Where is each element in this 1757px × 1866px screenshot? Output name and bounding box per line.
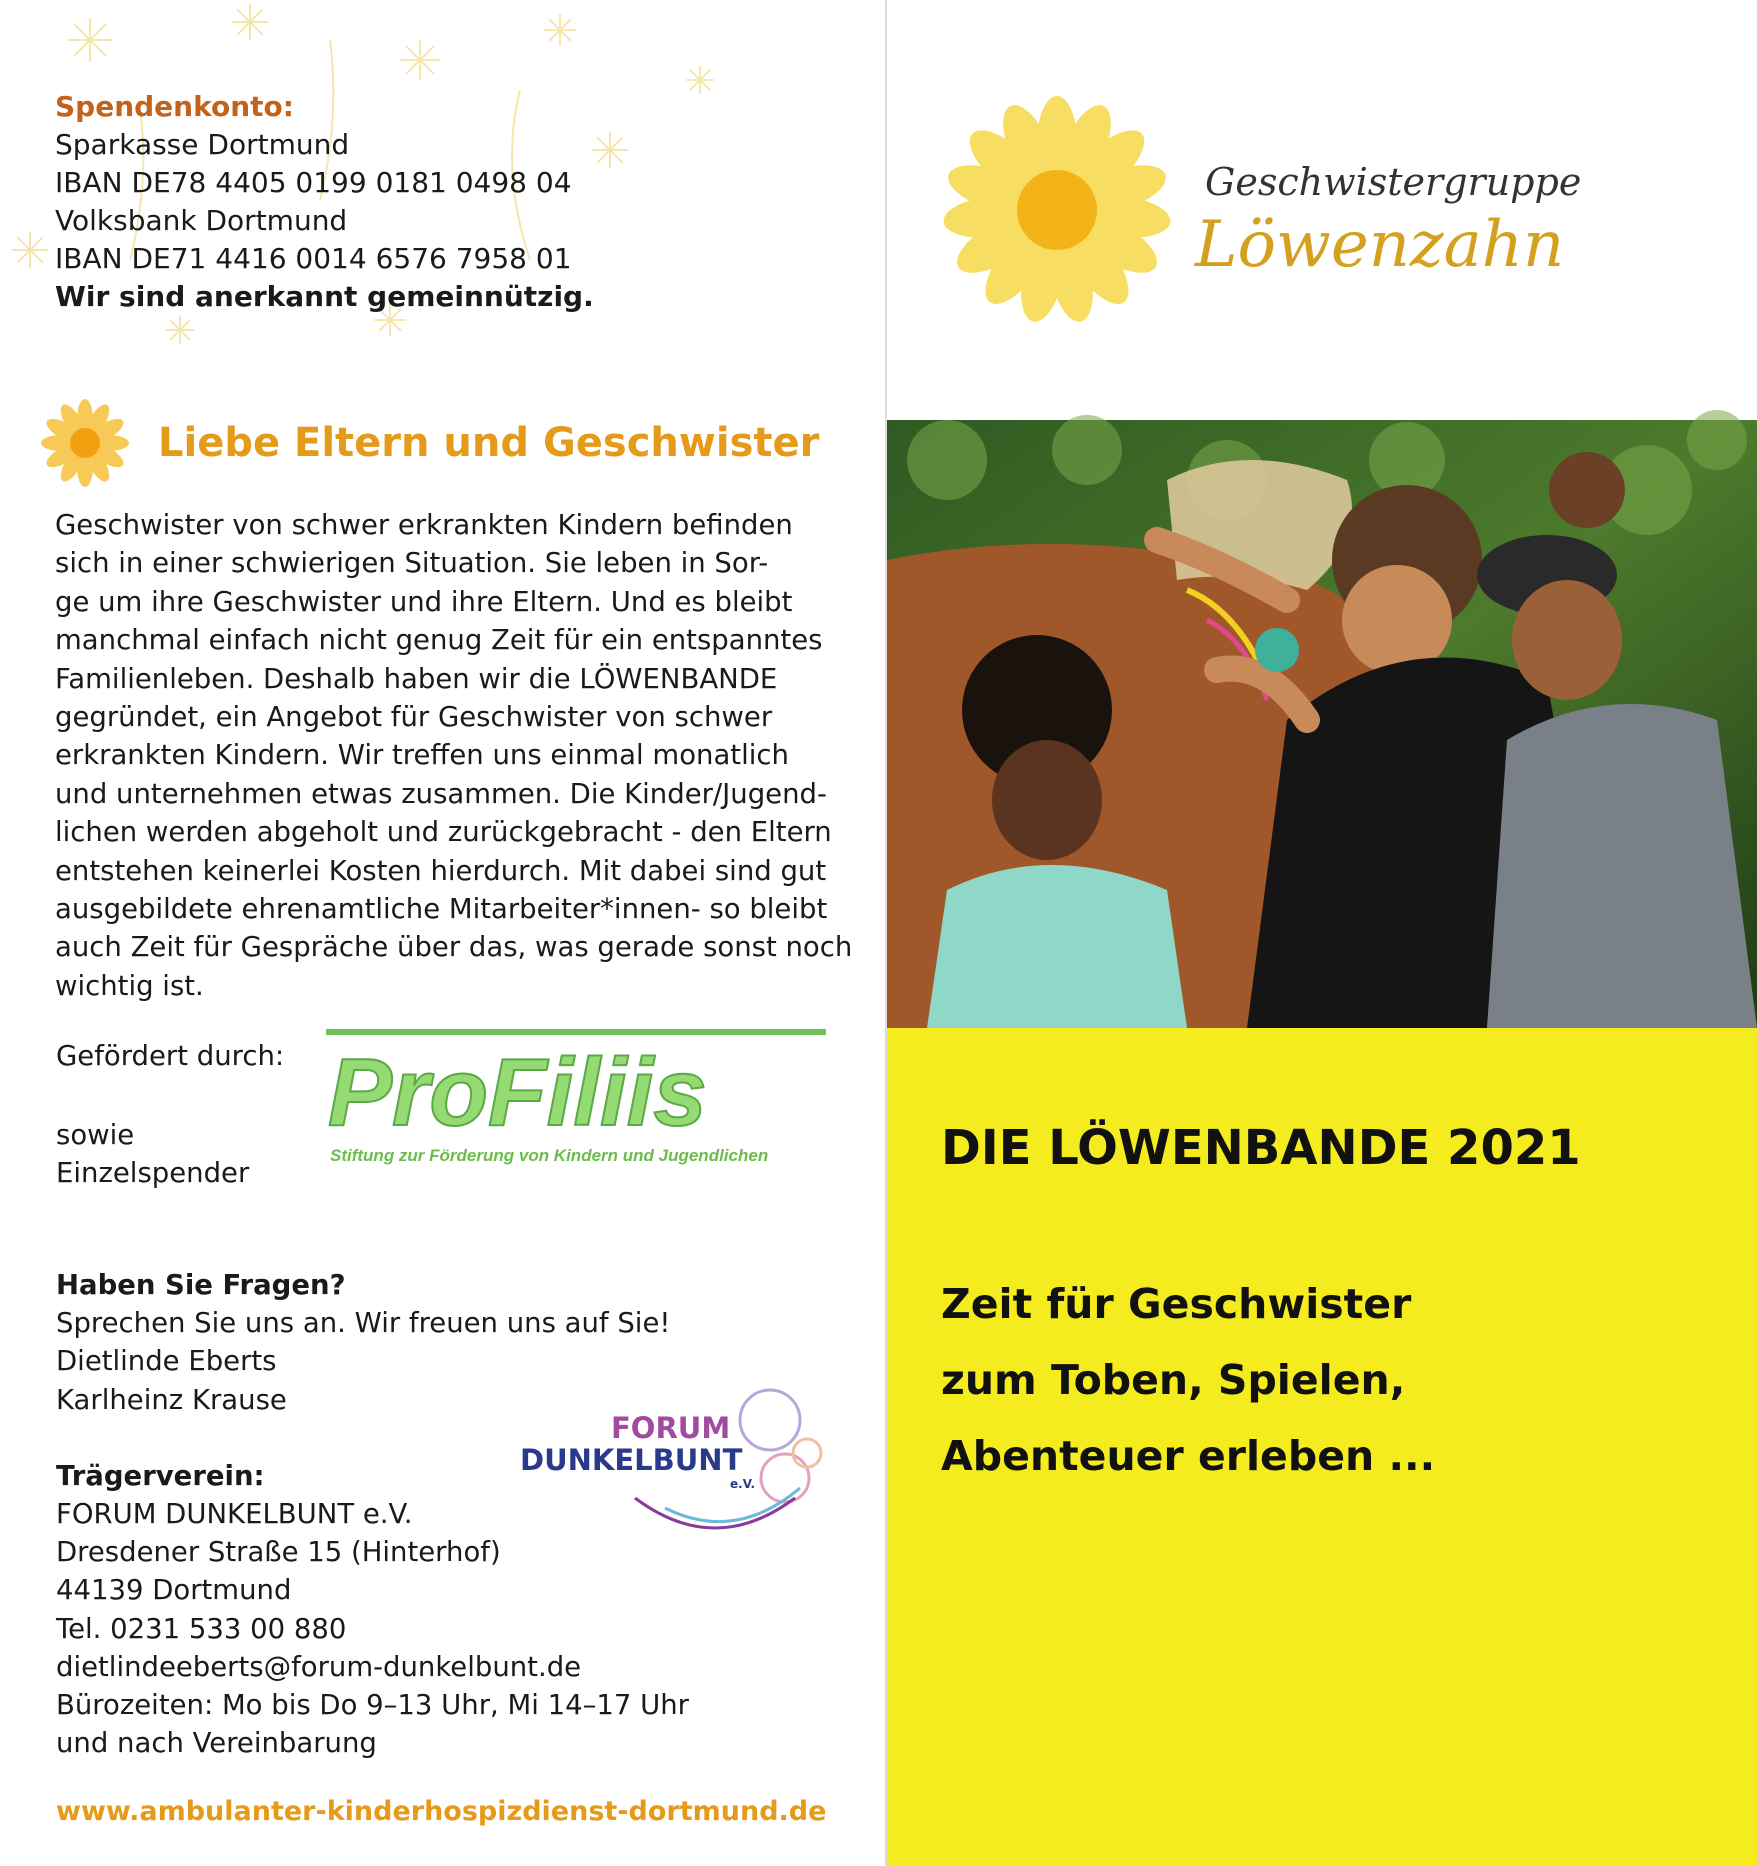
cover-tagline-line: Zeit für Geschwister bbox=[941, 1280, 1412, 1328]
website-link[interactable]: www.ambulanter-kinderhospizdienst-dortmund.de bbox=[56, 1796, 827, 1827]
questions-heading: Haben Sie Fragen? bbox=[56, 1269, 346, 1301]
intro-text bbox=[55, 506, 855, 1005]
profiliis-logo-name: ProFiliis bbox=[328, 1039, 707, 1146]
forum-logo-line1: FORUM bbox=[611, 1411, 731, 1445]
donation-iban-2: IBAN DE71 4416 0014 6576 7958 01 bbox=[55, 242, 572, 275]
org-hours: Bürozeiten: Mo bis Do 9–13 Uhr, Mi 14–17 Uhr bbox=[56, 1689, 689, 1722]
donation-heading: Spendenkonto: bbox=[55, 90, 294, 123]
funded-by-label: Gefördert durch: bbox=[56, 1040, 285, 1072]
cover-panel bbox=[887, 0, 1757, 1866]
forum-logo-suffix: e.V. bbox=[730, 1477, 755, 1491]
org-email: dietlindeeberts@forum-dunkelbunt.de bbox=[56, 1650, 582, 1683]
intro-line: auch Zeit für Gespräche über das, was gerade sonst noch bbox=[55, 931, 853, 964]
forum-dunkelbunt-logo bbox=[515, 1348, 845, 1536]
intro-line: Geschwister von schwer erkrankten Kindern befinden bbox=[55, 509, 793, 541]
intro-line: Familienleben. Deshalb haben wir die LÖWENBANDE bbox=[55, 662, 778, 695]
profiliis-logo-tagline: Stiftung zur Förderung von Kindern und Jugendlichen bbox=[330, 1146, 769, 1165]
intro-line: gegründet, ein Angebot für Geschwister von schwer bbox=[55, 701, 773, 734]
org-phone: Tel. 0231 533 00 880 bbox=[56, 1612, 347, 1645]
profiliis-logo bbox=[322, 1025, 832, 1175]
intro-line: sich in einer schwierigen Situation. Sie leben in Sor- bbox=[55, 547, 769, 580]
cover-photo bbox=[887, 420, 1757, 1028]
group-name-line1: Geschwistergruppe bbox=[1205, 160, 1582, 204]
donation-account bbox=[55, 88, 594, 316]
cover-tagline-line: zum Toben, Spielen, bbox=[941, 1356, 1406, 1404]
funded-extra-line: Einzelspender bbox=[56, 1157, 250, 1189]
intro-heading: Liebe Eltern und Geschwister bbox=[158, 420, 820, 466]
funded-extra-line: sowie bbox=[56, 1119, 135, 1151]
contact-line: Karlheinz Krause bbox=[56, 1383, 287, 1416]
intro-line: ge um ihre Geschwister und ihre Eltern. Und es bleibt bbox=[55, 585, 793, 618]
donation-bank-1: Sparkasse Dortmund bbox=[55, 128, 350, 161]
dandelion-logo-icon bbox=[937, 90, 1177, 330]
intro-line: erkrankten Kindern. Wir treffen uns einmal monatlich bbox=[55, 739, 789, 772]
forum-logo-line2: DUNKELBUNT bbox=[520, 1443, 743, 1477]
profiliis-logo-bar bbox=[326, 1029, 826, 1035]
cover-title-area bbox=[887, 1028, 1757, 1866]
children-with-horse-photo bbox=[887, 420, 1757, 1028]
org-line: FORUM DUNKELBUNT e.V. bbox=[56, 1498, 413, 1531]
intro-heading-row bbox=[40, 398, 860, 488]
intro-line: wichtig ist. bbox=[55, 969, 204, 1002]
org-heading: Trägerverein: bbox=[56, 1459, 265, 1492]
donation-iban-1: IBAN DE78 4405 0199 0181 0498 04 bbox=[55, 166, 572, 199]
group-name-line2: Löwenzahn bbox=[1195, 208, 1565, 282]
donation-bank-2: Volksbank Dortmund bbox=[55, 204, 348, 237]
cover-title: DIE LÖWENBANDE 2021 bbox=[941, 1120, 1581, 1176]
contact-line: Sprechen Sie uns an. Wir freuen uns auf Sie! bbox=[56, 1307, 671, 1340]
intro-line: und unternehmen etwas zusammen. Die Kinder/Jugend- bbox=[55, 777, 827, 810]
org-line: 44139 Dortmund bbox=[56, 1574, 292, 1607]
org-line: Dresdener Straße 15 (Hinterhof) bbox=[56, 1536, 501, 1569]
cover-tagline-line: Abenteuer erleben ... bbox=[941, 1432, 1436, 1480]
intro-line: lichen werden abgeholt und zurückgebracht - den Eltern bbox=[55, 816, 832, 849]
intro-line: ausgebildete ehrenamtliche Mitarbeiter*innen- so bleibt bbox=[55, 893, 828, 926]
contact-line: Dietlinde Eberts bbox=[56, 1345, 277, 1378]
org-hours-note: und nach Vereinbarung bbox=[56, 1727, 377, 1760]
funded-extra bbox=[56, 1116, 249, 1192]
intro-line: manchmal einfach nicht genug Zeit für ein entspanntes bbox=[55, 624, 823, 657]
charity-note: Wir sind anerkannt gemeinnützig. bbox=[55, 280, 594, 313]
dandelion-icon bbox=[40, 398, 130, 488]
intro-line: entstehen keinerlei Kosten hierdurch. Mit dabei sind gut bbox=[55, 854, 827, 887]
cover-logo-area bbox=[887, 0, 1757, 420]
